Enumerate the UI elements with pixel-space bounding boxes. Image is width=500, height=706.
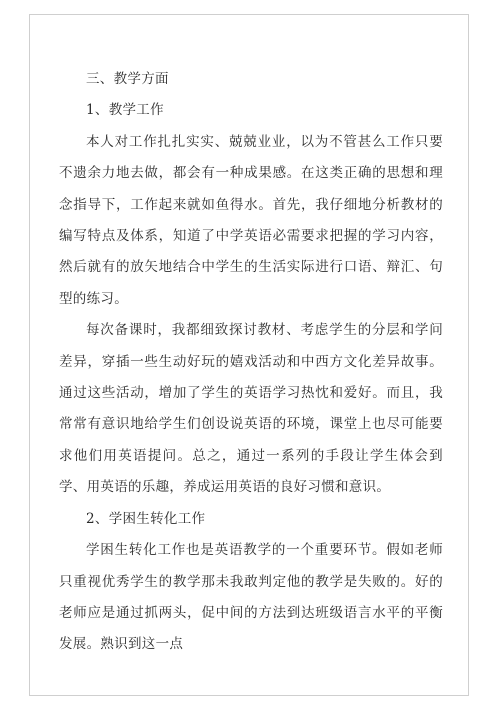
document-body xyxy=(59,64,443,661)
paragraph: 每次备课时，我都细致探讨教材、考虑学生的分层和学问差异，穿插一些生动好玩的嬉戏活动和中西方文化差异故事。通过这些活动，增加了学生的英语学习热忱和爱好。而且，我常常有意识地给学生们创设说英语的环境，课堂上也尽可能要求他们用英语提问。总之，通过一系列的手段让学生体会到学、用英语的乐趣，养成运用英语的良好习惯和意识。 xyxy=(59,322,443,496)
section-title: 三、教学方面 xyxy=(86,71,169,87)
paragraph: 本人对工作扎扎实实、兢兢业业，以为不管甚么工作只要不遗余力地去做，都会有一种成果感。在这类正确的思想和理念指导下，工作起来就如鱼得水。首先，我仔细地分析教材的编写特点及体系，知道了中学英语必需要求把握的学习内容，然后就有的放矢地结合中学生的生活实际进行口语、辩汇、句型的练习。 xyxy=(59,133,443,307)
paragraph: 学困生转化工作也是英语教学的一个重要环节。假如老师只重视优秀学生的教学那未我敢判定他的教学是失败的。好的老师应是通过抓两头，促中间的方法到达班级语言水平的平衡发展。熟识到这一点 xyxy=(59,542,443,653)
subsection-title-teaching-work: 1、教学工作 xyxy=(86,102,164,119)
subsection-title-struggling-students: 2、学困生转化工作 xyxy=(86,510,206,527)
